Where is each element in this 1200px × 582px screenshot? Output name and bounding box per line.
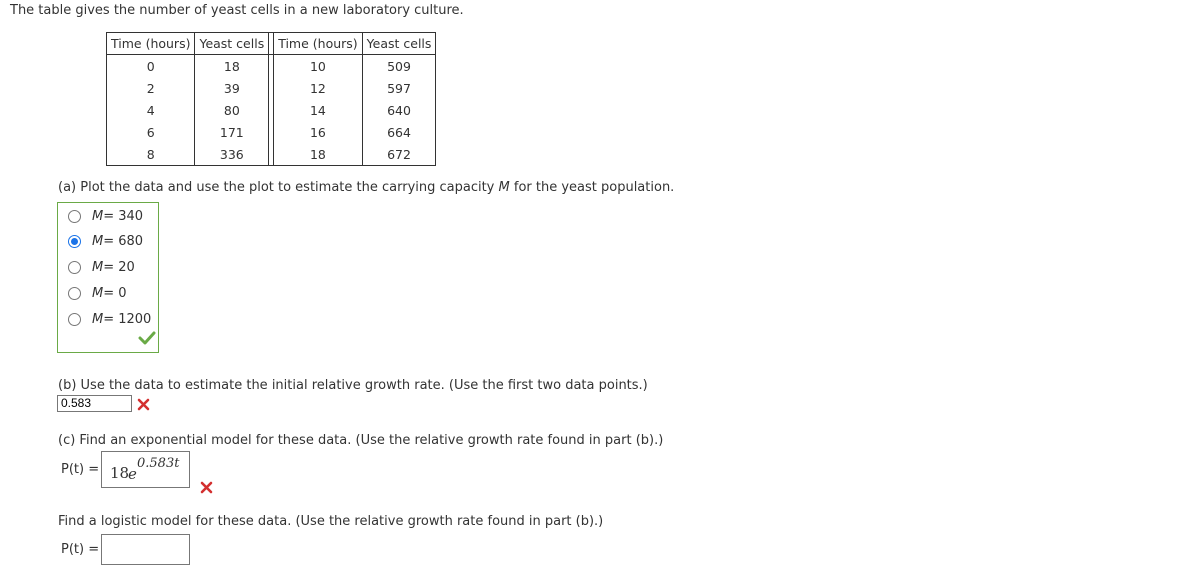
radio-button[interactable] [68,261,81,274]
table-cell: 171 [195,121,269,143]
table-cell: 8 [107,143,195,166]
table-cell: 672 [362,143,436,166]
table-cell: 16 [274,121,362,143]
part-b-prompt: (b) Use the data to estimate the initial relative growth rate. (Use the first two data points.) [58,378,648,393]
header-cells-2: Yeast cells [362,33,436,55]
table-cell: 6 [107,121,195,143]
option-var: M [92,285,104,301]
part-a-prompt-after: for the yeast population. [509,180,675,195]
part-a-prompt-before: (a) Plot the data and use the plot to estimate the carrying capacity [58,180,499,195]
answer-base: e [128,465,137,483]
header-cells-1: Yeast cells [195,33,269,55]
option-m-1200[interactable] [68,309,151,329]
table-cell: 597 [362,77,436,99]
option-m-340[interactable] [68,206,143,226]
part-c-label: P(t) = [61,462,100,477]
part-a-prompt [58,180,674,195]
part-a-answer-box [57,202,159,353]
table-cell: 640 [362,99,436,121]
answer-exponent: 0.583t [137,456,180,471]
option-label: = 340 [103,208,144,224]
radio-button[interactable] [68,287,81,300]
part-d-answer-input[interactable] [101,534,190,565]
option-m-680[interactable] [68,231,143,251]
intro-text: The table gives the number of yeast cells in a new laboratory culture. [10,3,464,18]
table-cell: 2 [107,77,195,99]
option-label: = 0 [103,285,127,301]
incorrect-x-icon [137,398,150,411]
table-cell: 0 [107,55,195,78]
table-row [107,143,436,166]
table-cell: 12 [274,77,362,99]
option-label: = 20 [103,259,135,275]
radio-button[interactable] [68,313,81,326]
option-var: M [92,259,104,275]
table-cell: 336 [195,143,269,166]
table-cell: 10 [274,55,362,78]
part-d-prompt: Find a logistic model for these data. (Use the relative growth rate found in part (b).) [58,514,604,529]
option-label: = 680 [103,233,144,249]
part-a-prompt-var: M [498,180,510,195]
part-d-label: P(t) = [61,542,100,557]
table-row [107,121,436,143]
answer-coefficient: 18 [110,464,130,482]
yeast-data-table [106,32,436,166]
table-row [107,55,436,78]
option-var: M [92,233,104,249]
table-cell: 664 [362,121,436,143]
option-var: M [92,208,104,224]
option-m-0[interactable] [68,283,127,303]
part-c-prompt: (c) Find an exponential model for these data. (Use the relative growth rate found in part (b).) [58,433,664,448]
radio-button[interactable] [68,210,81,223]
table-cell: 14 [274,99,362,121]
option-label: = 1200 [103,311,152,327]
part-c-answer-input[interactable] [101,451,190,488]
table-cell: 18 [274,143,362,166]
table-cell: 4 [107,99,195,121]
correct-check-icon [138,331,156,345]
table-cell: 18 [195,55,269,78]
table-cell: 39 [195,77,269,99]
table-cell: 80 [195,99,269,121]
option-m-20[interactable] [68,257,135,277]
table-row [107,77,436,99]
table-row [107,99,436,121]
option-var: M [92,311,104,327]
part-b-answer-input[interactable]: 0.583 [57,395,132,412]
header-time-1: Time (hours) [107,33,195,55]
incorrect-x-icon [200,481,213,494]
header-time-2: Time (hours) [274,33,362,55]
table-cell: 509 [362,55,436,78]
radio-button-selected[interactable] [68,235,81,248]
